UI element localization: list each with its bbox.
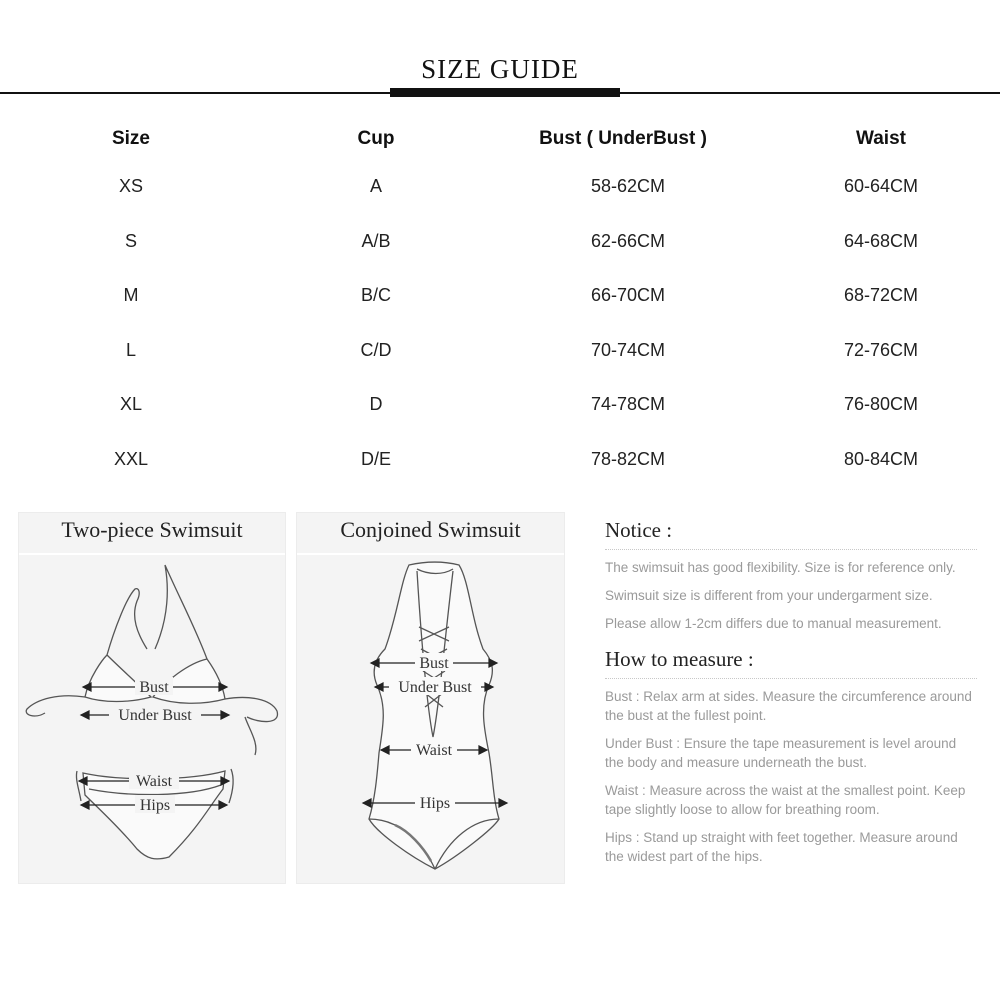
table-row [0,449,1000,504]
panel-divider [297,553,564,555]
cell-bust: 62-66CM [590,230,666,251]
conjoined-under-bust-label: Under Bust [398,679,472,696]
cell-cup: D [369,394,383,415]
table-header-row [0,128,1000,176]
measure-item-bust: Bust : Relax arm at sides. Measure the circumference around the bust at the fullest point. [605,689,972,723]
cell-size: M [123,285,139,306]
table-row [0,340,1000,395]
conjoined-waist-label: Waist [415,742,453,759]
cell-waist: 68-72CM [843,285,919,306]
cell-waist: 72-76CM [843,339,919,360]
how-to-measure-rule [605,678,977,679]
conjoined-title: Conjoined Swimsuit [340,517,521,542]
cell-bust: 74-78CM [590,394,666,415]
cell-size: XS [118,176,144,196]
table-row [0,394,1000,449]
table-row [0,285,1000,340]
header-waist: Waist [856,128,906,149]
cell-cup: C/D [360,339,392,360]
cell-waist: 64-68CM [843,230,919,251]
cell-cup: B/C [360,285,392,306]
cell-bust: 58-62CM [590,176,666,196]
notice-section [605,518,977,875]
notice-item: Swimsuit size is different from your undergarment size. [605,588,933,603]
cell-cup: A/B [361,230,391,251]
cell-bust: 70-74CM [590,339,666,360]
one-piece-illustration [297,557,564,883]
cell-waist: 60-64CM [843,176,919,196]
cell-size: S [124,230,138,251]
panel-divider [19,553,285,555]
measure-item-waist: Waist : Measure across the waist at the smallest point. Keep tape slightly loose to allow for breathing room. [605,783,966,817]
two-piece-under-bust-label: Under Bust [118,707,192,724]
cell-cup: A [369,176,383,196]
two-piece-title: Two-piece Swimsuit [61,517,243,542]
two-piece-hips-label: Hips [139,797,171,814]
cell-size: XXL [113,448,149,469]
cell-waist: 80-84CM [843,448,919,469]
two-piece-panel [18,512,286,884]
header-bust: Bust ( UnderBust ) [539,128,707,149]
conjoined-bust-label: Bust [419,655,449,672]
notice-item: The swimsuit has good flexibility. Size is for reference only. [605,560,956,575]
bikini-illustration [19,557,285,883]
notice-heading: Notice : [605,518,673,542]
measure-item-under-bust: Under Bust : Ensure the tape measurement is level around the body and measure underneath the bust. [605,736,957,770]
header-size: Size [111,128,151,149]
header-cup: Cup [357,128,395,149]
page-title: SIZE GUIDE [421,54,579,84]
cell-waist: 76-80CM [843,394,919,415]
notice-item: Please allow 1-2cm differs due to manual measurement. [605,616,942,631]
cell-size: XL [119,394,143,415]
two-piece-bust-label: Bust [139,679,169,696]
measure-item-hips: Hips : Stand up straight with feet together. Measure around the widest part of the hips. [605,830,958,864]
two-piece-waist-label: Waist [135,773,173,790]
title-rule-accent [390,88,620,97]
cell-cup: D/E [360,448,392,469]
cell-size: L [125,339,137,360]
conjoined-hips-label: Hips [419,795,451,812]
notice-rule [605,549,977,550]
cell-bust: 66-70CM [590,285,666,306]
table-row [0,176,1000,231]
cell-bust: 78-82CM [590,448,666,469]
table-row [0,231,1000,286]
how-to-measure-heading: How to measure : [605,647,754,671]
size-table [0,128,1000,504]
conjoined-panel [296,512,565,884]
